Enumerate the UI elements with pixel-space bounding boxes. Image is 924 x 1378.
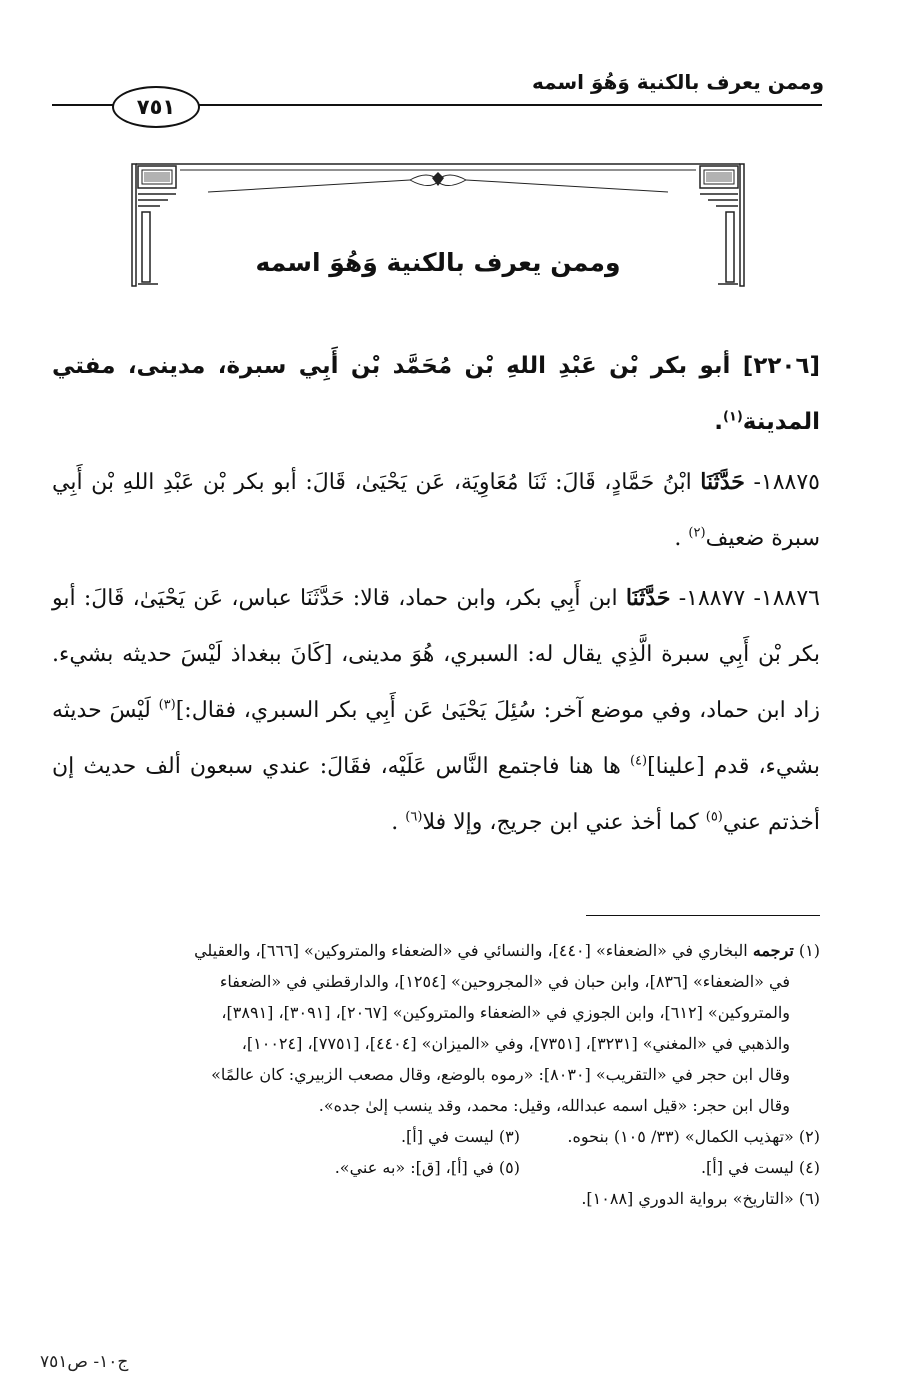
footnote-ref-2: (٢) (688, 525, 706, 541)
hadith-text: ابن أَبِي بكر، وابن حماد، قالا: حَدَّثَنَا عباس، عَن يَحْيَىٰ، قَالَ: أبو بكر بْن أَبِي سبرة الَّذِي يقال له: السبري، هُوَ مدينى، [كَانَ ببغداذ لَيْسَ حديثه بشيء. زاد ابن حماد، وفي موضع آخر: سُئِلَ يَحْيَىٰ عَن أَبِي بكر السبري، فقال:] (52, 586, 821, 723)
footnote-5: (٥) في [أ]، [ق]: «به عني». (334, 1158, 520, 1177)
footnote-row (52, 1121, 820, 1152)
chapter-title: وممن يعرف بالكنية وَهُوَ اسمه (255, 248, 621, 277)
footnote-label: ترجمه (752, 941, 794, 960)
footnote-4: (٤) ليست في [أ]. (700, 1158, 820, 1177)
footnote-2: (٢) «تهذيب الكمال» (٣٣/ ١٠٥) بنحوه. (567, 1127, 820, 1146)
footnote-ref-4: (٤) (629, 753, 648, 769)
hadith-paragraph (52, 454, 820, 567)
hadith-text: كما أخذ عني ابن جريج، وإلا فلا (422, 810, 699, 835)
footnote-3: (٣) ليست في [أ]. (400, 1127, 520, 1146)
footnote-1-line: وقال ابن حجر: «قيل اسمه عبدالله، وقيل: محمد، وقد ينسب إلىٰ جده». (318, 1096, 790, 1115)
narration-word: حَدَّثَنَا (625, 585, 671, 611)
footnote-row (52, 1152, 820, 1183)
hadith-number: ١٨٨٧٥- (753, 470, 820, 495)
hadith-text: ها هنا فاجتمع النَّاس عَلَيْه، فقَالَ: عندي سبعون ألف حديث إن أخذتم عني (52, 754, 820, 835)
footnotes (52, 935, 820, 1214)
hadith-text: ابْنُ حَمَّادٍ، قَالَ: ثَنَا مُعَاوِيَة، عَن يَحْيَىٰ، قَالَ: أبو بكر بْن عَبْدِ اللهِ بْن أَبِي سبرة ضعيف (52, 470, 820, 551)
running-head: وممن يعرف بالكنية وَهُوَ اسمه (531, 70, 824, 94)
footnote-ref-6: (٦) (405, 809, 423, 825)
footnote-text: البخاري في «الضعفاء» [٤٤٠]، والنسائي في «الضعفاء والمتروكين» [٦٦٦]، والعقيلي (194, 941, 748, 960)
footnote-number: (١) (798, 941, 820, 960)
volume-page-note: ج١٠- ص٧٥١ (40, 1352, 129, 1372)
footnote-ref-3: (٣) (158, 697, 176, 713)
hadith-end: . (674, 526, 682, 551)
footnote-1-line: والذهبي في «المغني» [٣٢٣١]، [٧٣٥١]، وفي «الميزان» [٤٤٠٤]، [٧٧٥١]، [١٠٠٢٤]، (241, 1034, 790, 1053)
footnote-1-line: والمتروكين» [٦١٢]، وابن الجوزي في «الضعفاء والمتروكين» [٢٠٦٧]، [٣٠٩١]، [٣٨٩١]، (221, 1003, 790, 1022)
hadith-end: . (391, 810, 399, 835)
footnote-6: (٦) «التاريخ» برواية الدوري [١٠٨٨]. (581, 1189, 820, 1208)
narration-word: حَدَّثَنَا (700, 469, 745, 495)
footnote-1-line: في «الضعفاء» [٨٣٦]، وابن حبان في «المجروحين» [١٢٥٤]، والدارقطني في «الضعفاء (219, 972, 790, 991)
entry-heading (52, 338, 820, 450)
hadith-number: ١٨٨٧٦- ١٨٨٧٧- (678, 586, 820, 611)
footnote-ref-5: (٥) (705, 809, 723, 825)
footnote-1-line: وقال ابن حجر في «التقريب» [٨٠٣٠]: «رموه بالوضع، وقال مصعب الزبيري: كان عالمًا» (211, 1065, 790, 1084)
hadith-text: لَيْسَ حديثه بشيء، قدم [علينا] (52, 698, 820, 779)
footnote-1-line (52, 935, 820, 966)
hadith-paragraph (52, 570, 820, 851)
page-number: ٧٥١ (112, 86, 200, 128)
footnote-ref-1: (١) (722, 409, 743, 425)
entry-heading-text: [٢٢٠٦] أبو بكر بْن عَبْدِ اللهِ بْن مُحَمَّد بْن أَبِي سبرة، مدينى، مفتي المدينة (52, 353, 820, 435)
footnote-rule (586, 915, 820, 916)
entry-heading-end: . (714, 409, 723, 435)
